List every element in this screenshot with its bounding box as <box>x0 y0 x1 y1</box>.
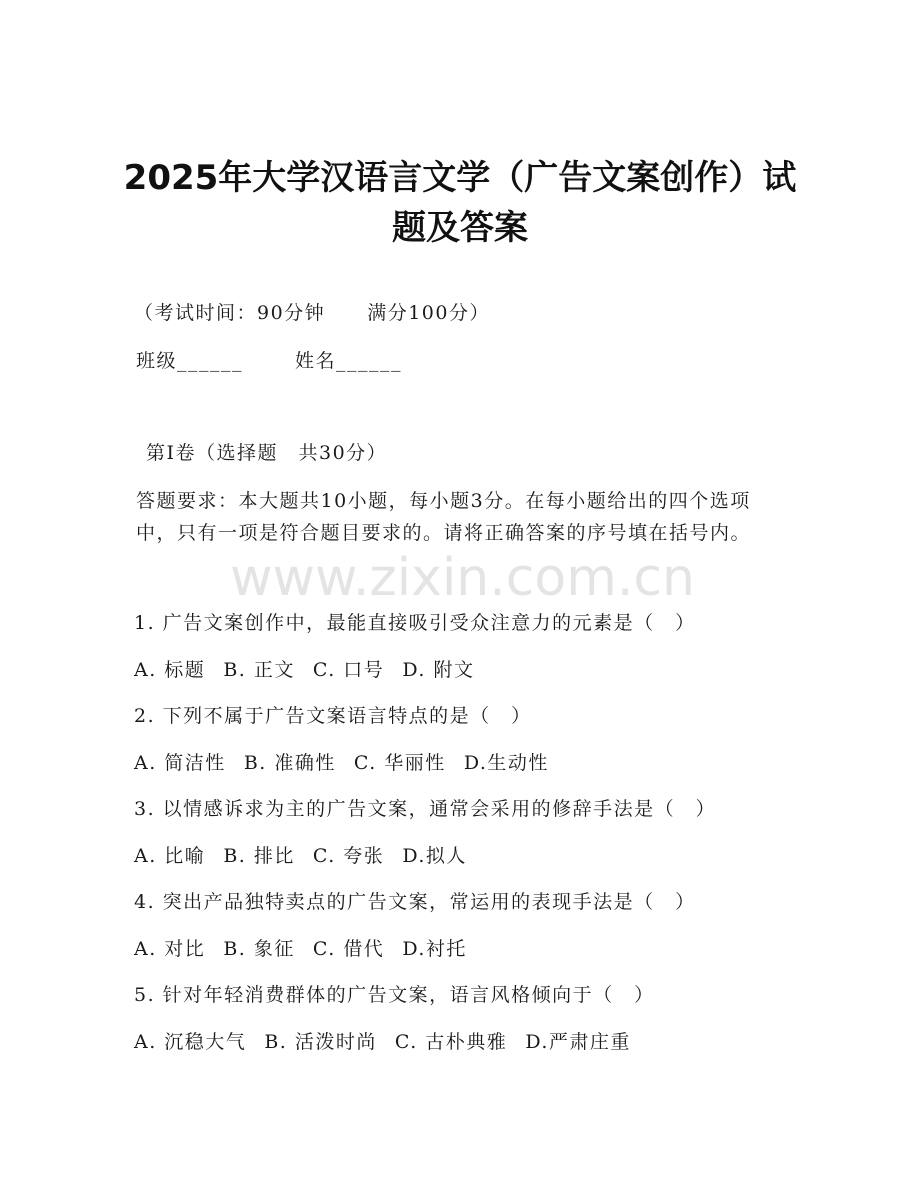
class-field: 班级______ <box>136 350 244 372</box>
option-a: A. 标题 <box>134 659 206 681</box>
instructions-line-2: 中，只有一项是符合题目要求的。请将正确答案的序号填在括号内。 <box>136 522 752 544</box>
option-c: C. 华丽性 <box>353 752 446 774</box>
option-d: D. 附文 <box>402 659 475 681</box>
question-2-options <box>134 748 567 778</box>
option-c: C. 古朴典雅 <box>394 1031 508 1053</box>
exam-time: （考试时间：90分钟 <box>134 302 326 324</box>
option-a: A. 简洁性 <box>134 752 226 774</box>
student-info <box>136 346 402 376</box>
option-b: B. 象征 <box>223 938 295 960</box>
option-b: B. 正文 <box>223 659 295 681</box>
watermark: www.zixin.com.cn <box>230 548 695 608</box>
option-b: B. 活泼时尚 <box>264 1031 377 1053</box>
page-title-line-2: 题及答案 <box>392 208 528 248</box>
question-1: 1. 广告文案创作中，最能直接吸引受众注意力的元素是（ ） <box>134 612 696 634</box>
option-c: C. 夸张 <box>312 845 385 867</box>
question-1-options <box>134 655 492 685</box>
option-b: B. 准确性 <box>243 752 336 774</box>
question-3: 3. 以情感诉求为主的广告文案，通常会采用的修辞手法是（ ） <box>134 798 717 820</box>
option-a: A. 沉稳大气 <box>134 1031 247 1053</box>
question-4-options <box>134 934 485 964</box>
option-c: C. 口号 <box>312 659 385 681</box>
question-2: 2. 下列不属于广告文案语言特点的是（ ） <box>134 705 532 727</box>
option-d: D.生动性 <box>463 752 549 774</box>
name-field: 姓名______ <box>295 350 403 372</box>
exam-meta <box>134 298 490 328</box>
question-3-options <box>134 841 485 871</box>
question-5: 5. 针对年轻消费群体的广告文案，语言风格倾向于（ ） <box>134 984 655 1006</box>
section-title: 第Ⅰ卷（选择题 共30分） <box>146 442 388 464</box>
option-c: C. 借代 <box>312 938 385 960</box>
page-title-line-1: 2025年大学汉语言文学（广告文案创作）试 <box>123 158 797 198</box>
option-b: B. 排比 <box>223 845 295 867</box>
option-a: A. 对比 <box>134 938 206 960</box>
option-d: D.衬托 <box>402 938 467 960</box>
exam-full-score: 满分100分） <box>367 302 490 324</box>
question-4: 4. 突出产品独特卖点的广告文案，常运用的表现手法是（ ） <box>134 891 696 913</box>
option-a: A. 比喻 <box>134 845 206 867</box>
question-5-options <box>134 1027 649 1057</box>
option-d: D.严肃庄重 <box>525 1031 631 1053</box>
instructions-line-1: 答题要求：本大题共10小题，每小题3分。在每小题给出的四个选项 <box>136 490 751 512</box>
option-d: D.拟人 <box>402 845 467 867</box>
